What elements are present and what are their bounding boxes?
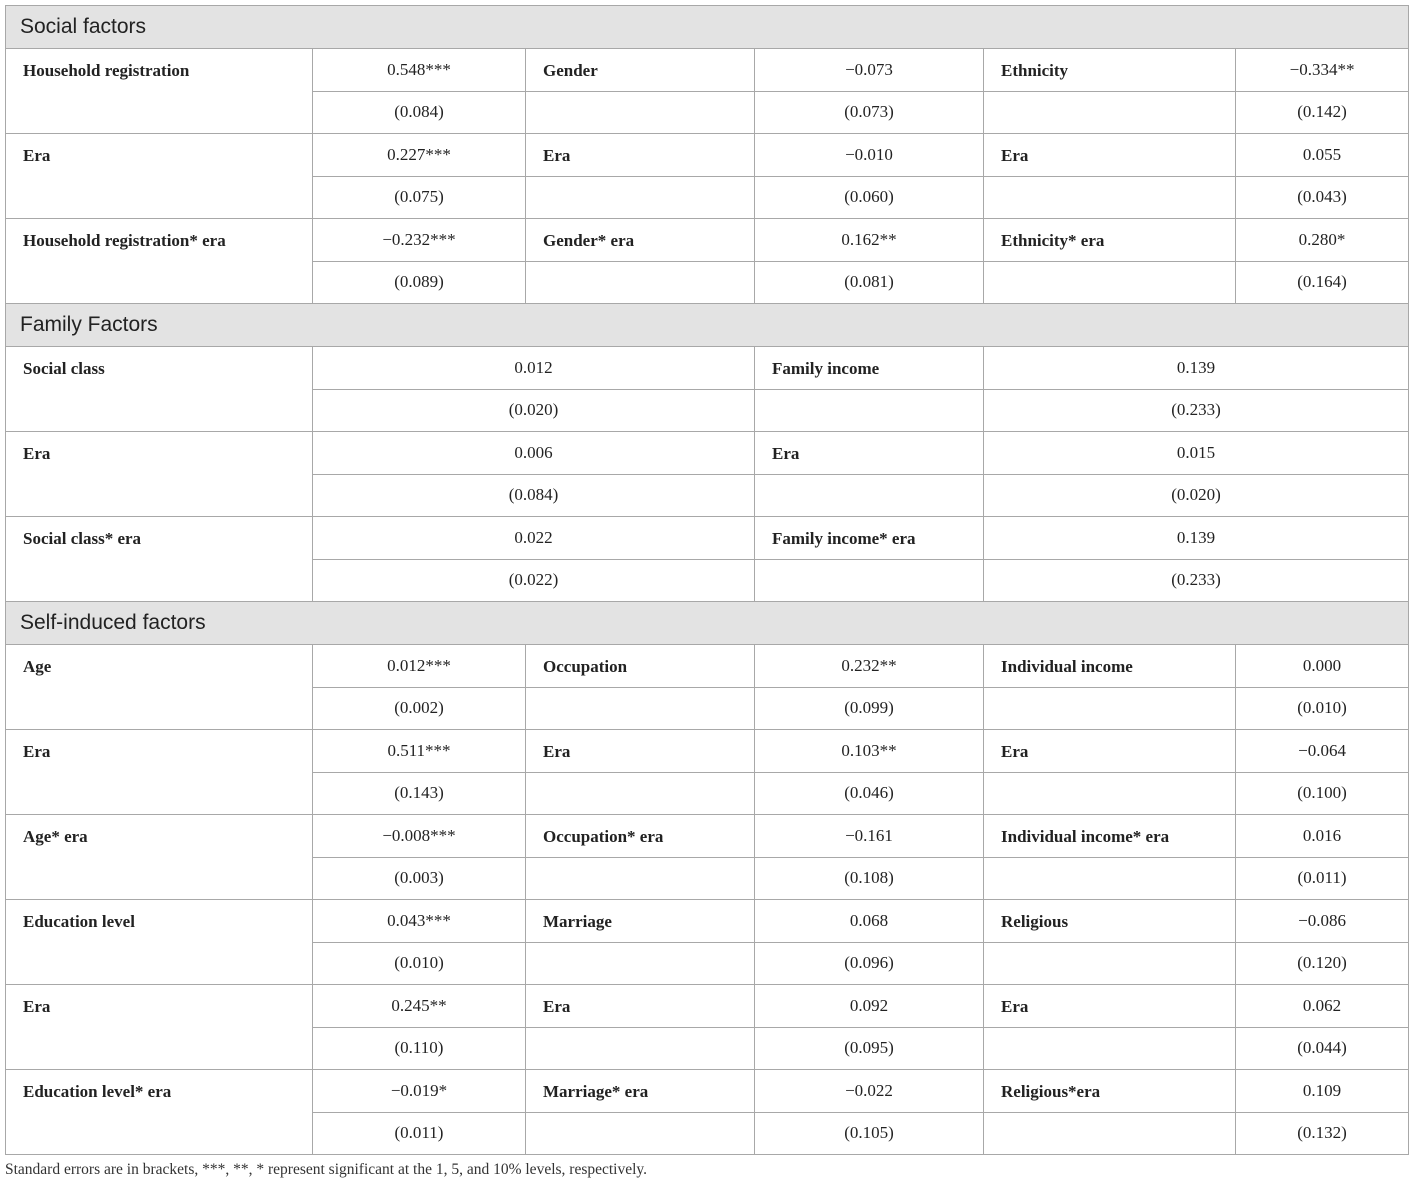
variable-label: Individual income* era xyxy=(984,815,1236,858)
standard-error: (0.044) xyxy=(1236,1027,1409,1070)
coefficient-value: 0.139 xyxy=(984,517,1409,560)
table-row xyxy=(6,347,1409,390)
empty-cell xyxy=(984,91,1236,134)
empty-cell xyxy=(984,1027,1236,1070)
standard-error: (0.233) xyxy=(984,559,1409,602)
coefficient-value: 0.103** xyxy=(755,730,984,773)
variable-label: Education level* era xyxy=(6,1070,313,1155)
coefficient-value: 0.022 xyxy=(313,517,755,560)
empty-cell xyxy=(526,1027,755,1070)
coefficient-value: −0.008*** xyxy=(313,815,526,858)
standard-error: (0.020) xyxy=(313,389,755,432)
empty-cell xyxy=(984,261,1236,304)
coefficient-value: 0.548*** xyxy=(313,49,526,92)
table-row xyxy=(6,985,1409,1028)
variable-label: Age* era xyxy=(6,815,313,900)
standard-error: (0.073) xyxy=(755,91,984,134)
standard-error: (0.084) xyxy=(313,91,526,134)
standard-error: (0.084) xyxy=(313,474,755,517)
standard-error: (0.100) xyxy=(1236,772,1409,815)
standard-error: (0.105) xyxy=(755,1112,984,1155)
variable-label: Era xyxy=(526,134,755,177)
coefficient-value: 0.139 xyxy=(984,347,1409,390)
standard-error: (0.043) xyxy=(1236,176,1409,219)
standard-error: (0.011) xyxy=(313,1112,526,1155)
standard-error: (0.010) xyxy=(313,942,526,985)
coefficient-value: 0.015 xyxy=(984,432,1409,475)
empty-cell xyxy=(984,687,1236,730)
standard-error: (0.060) xyxy=(755,176,984,219)
variable-label: Occupation* era xyxy=(526,815,755,858)
coefficient-value: 0.092 xyxy=(755,985,984,1028)
coefficient-value: −0.334** xyxy=(1236,49,1409,92)
variable-label: Education level xyxy=(6,900,313,985)
coefficient-value: 0.012 xyxy=(313,347,755,390)
variable-label: Social class xyxy=(6,347,313,432)
table-row xyxy=(6,517,1409,560)
variable-label: Religious xyxy=(984,900,1236,943)
empty-cell xyxy=(526,687,755,730)
coefficient-value: 0.245** xyxy=(313,985,526,1028)
coefficient-value: −0.232*** xyxy=(313,219,526,262)
empty-cell xyxy=(984,942,1236,985)
regression-table xyxy=(5,5,1409,1155)
variable-label: Era xyxy=(6,134,313,219)
variable-label: Household registration* era xyxy=(6,219,313,304)
variable-label: Social class* era xyxy=(6,517,313,602)
standard-error: (0.108) xyxy=(755,857,984,900)
coefficient-value: 0.068 xyxy=(755,900,984,943)
variable-label: Marriage* era xyxy=(526,1070,755,1113)
standard-error: (0.002) xyxy=(313,687,526,730)
standard-error: (0.142) xyxy=(1236,91,1409,134)
empty-cell xyxy=(526,261,755,304)
standard-error: (0.110) xyxy=(313,1027,526,1070)
empty-cell xyxy=(984,1112,1236,1155)
empty-cell xyxy=(526,176,755,219)
standard-error: (0.132) xyxy=(1236,1112,1409,1155)
standard-error: (0.010) xyxy=(1236,687,1409,730)
table-row xyxy=(6,730,1409,773)
standard-error: (0.022) xyxy=(313,559,755,602)
section-header-row xyxy=(6,304,1409,347)
coefficient-value: −0.022 xyxy=(755,1070,984,1113)
coefficient-value: −0.010 xyxy=(755,134,984,177)
coefficient-value: 0.109 xyxy=(1236,1070,1409,1113)
variable-label: Family income* era xyxy=(755,517,984,560)
section-title: Family Factors xyxy=(6,304,1409,347)
standard-error: (0.099) xyxy=(755,687,984,730)
variable-label: Household registration xyxy=(6,49,313,134)
empty-cell xyxy=(755,559,984,602)
section-title: Social factors xyxy=(6,6,1409,49)
standard-error: (0.096) xyxy=(755,942,984,985)
table-row xyxy=(6,432,1409,475)
empty-cell xyxy=(526,857,755,900)
table-row xyxy=(6,1070,1409,1113)
coefficient-value: −0.064 xyxy=(1236,730,1409,773)
empty-cell xyxy=(984,772,1236,815)
table-row xyxy=(6,815,1409,858)
table-footnote: Standard errors are in brackets, ***, **, * represent significant at the 1, 5, and 10% levels, respectively. xyxy=(5,1161,648,1178)
coefficient-value: 0.043*** xyxy=(313,900,526,943)
coefficient-value: 0.227*** xyxy=(313,134,526,177)
coefficient-value: −0.073 xyxy=(755,49,984,92)
standard-error: (0.120) xyxy=(1236,942,1409,985)
standard-error: (0.011) xyxy=(1236,857,1409,900)
empty-cell xyxy=(526,942,755,985)
empty-cell xyxy=(984,176,1236,219)
standard-error: (0.081) xyxy=(755,261,984,304)
section-header-row xyxy=(6,6,1409,49)
empty-cell xyxy=(984,857,1236,900)
standard-error: (0.046) xyxy=(755,772,984,815)
variable-label: Ethnicity* era xyxy=(984,219,1236,262)
standard-error: (0.233) xyxy=(984,389,1409,432)
table-row xyxy=(6,134,1409,177)
standard-error: (0.003) xyxy=(313,857,526,900)
empty-cell xyxy=(526,1112,755,1155)
coefficient-value: 0.055 xyxy=(1236,134,1409,177)
variable-label: Era xyxy=(6,730,313,815)
coefficient-value: 0.232** xyxy=(755,645,984,688)
standard-error: (0.020) xyxy=(984,474,1409,517)
section-header-row xyxy=(6,602,1409,645)
variable-label: Occupation xyxy=(526,645,755,688)
coefficient-value: 0.280* xyxy=(1236,219,1409,262)
empty-cell xyxy=(755,389,984,432)
coefficient-value: 0.062 xyxy=(1236,985,1409,1028)
variable-label: Individual income xyxy=(984,645,1236,688)
table-row xyxy=(6,49,1409,92)
variable-label: Marriage xyxy=(526,900,755,943)
empty-cell xyxy=(755,474,984,517)
standard-error: (0.143) xyxy=(313,772,526,815)
variable-label: Gender* era xyxy=(526,219,755,262)
empty-cell xyxy=(526,91,755,134)
variable-label: Era xyxy=(984,985,1236,1028)
standard-error: (0.075) xyxy=(313,176,526,219)
variable-label: Era xyxy=(526,985,755,1028)
variable-label: Era xyxy=(984,134,1236,177)
standard-error: (0.095) xyxy=(755,1027,984,1070)
coefficient-value: 0.162** xyxy=(755,219,984,262)
variable-label: Era xyxy=(6,432,313,517)
section-title: Self-induced factors xyxy=(6,602,1409,645)
table-row xyxy=(6,645,1409,688)
coefficient-value: 0.511*** xyxy=(313,730,526,773)
variable-label: Era xyxy=(984,730,1236,773)
coefficient-value: −0.161 xyxy=(755,815,984,858)
coefficient-value: 0.012*** xyxy=(313,645,526,688)
standard-error: (0.089) xyxy=(313,261,526,304)
table-row xyxy=(6,900,1409,943)
variable-label: Gender xyxy=(526,49,755,92)
variable-label: Religious*era xyxy=(984,1070,1236,1113)
variable-label: Era xyxy=(755,432,984,475)
coefficient-value: 0.000 xyxy=(1236,645,1409,688)
standard-error: (0.164) xyxy=(1236,261,1409,304)
coefficient-value: −0.019* xyxy=(313,1070,526,1113)
coefficient-value: 0.006 xyxy=(313,432,755,475)
coefficient-value: 0.016 xyxy=(1236,815,1409,858)
variable-label: Age xyxy=(6,645,313,730)
variable-label: Family income xyxy=(755,347,984,390)
coefficient-value: −0.086 xyxy=(1236,900,1409,943)
variable-label: Ethnicity xyxy=(984,49,1236,92)
variable-label: Era xyxy=(526,730,755,773)
variable-label: Era xyxy=(6,985,313,1070)
table-row xyxy=(6,219,1409,262)
empty-cell xyxy=(526,772,755,815)
